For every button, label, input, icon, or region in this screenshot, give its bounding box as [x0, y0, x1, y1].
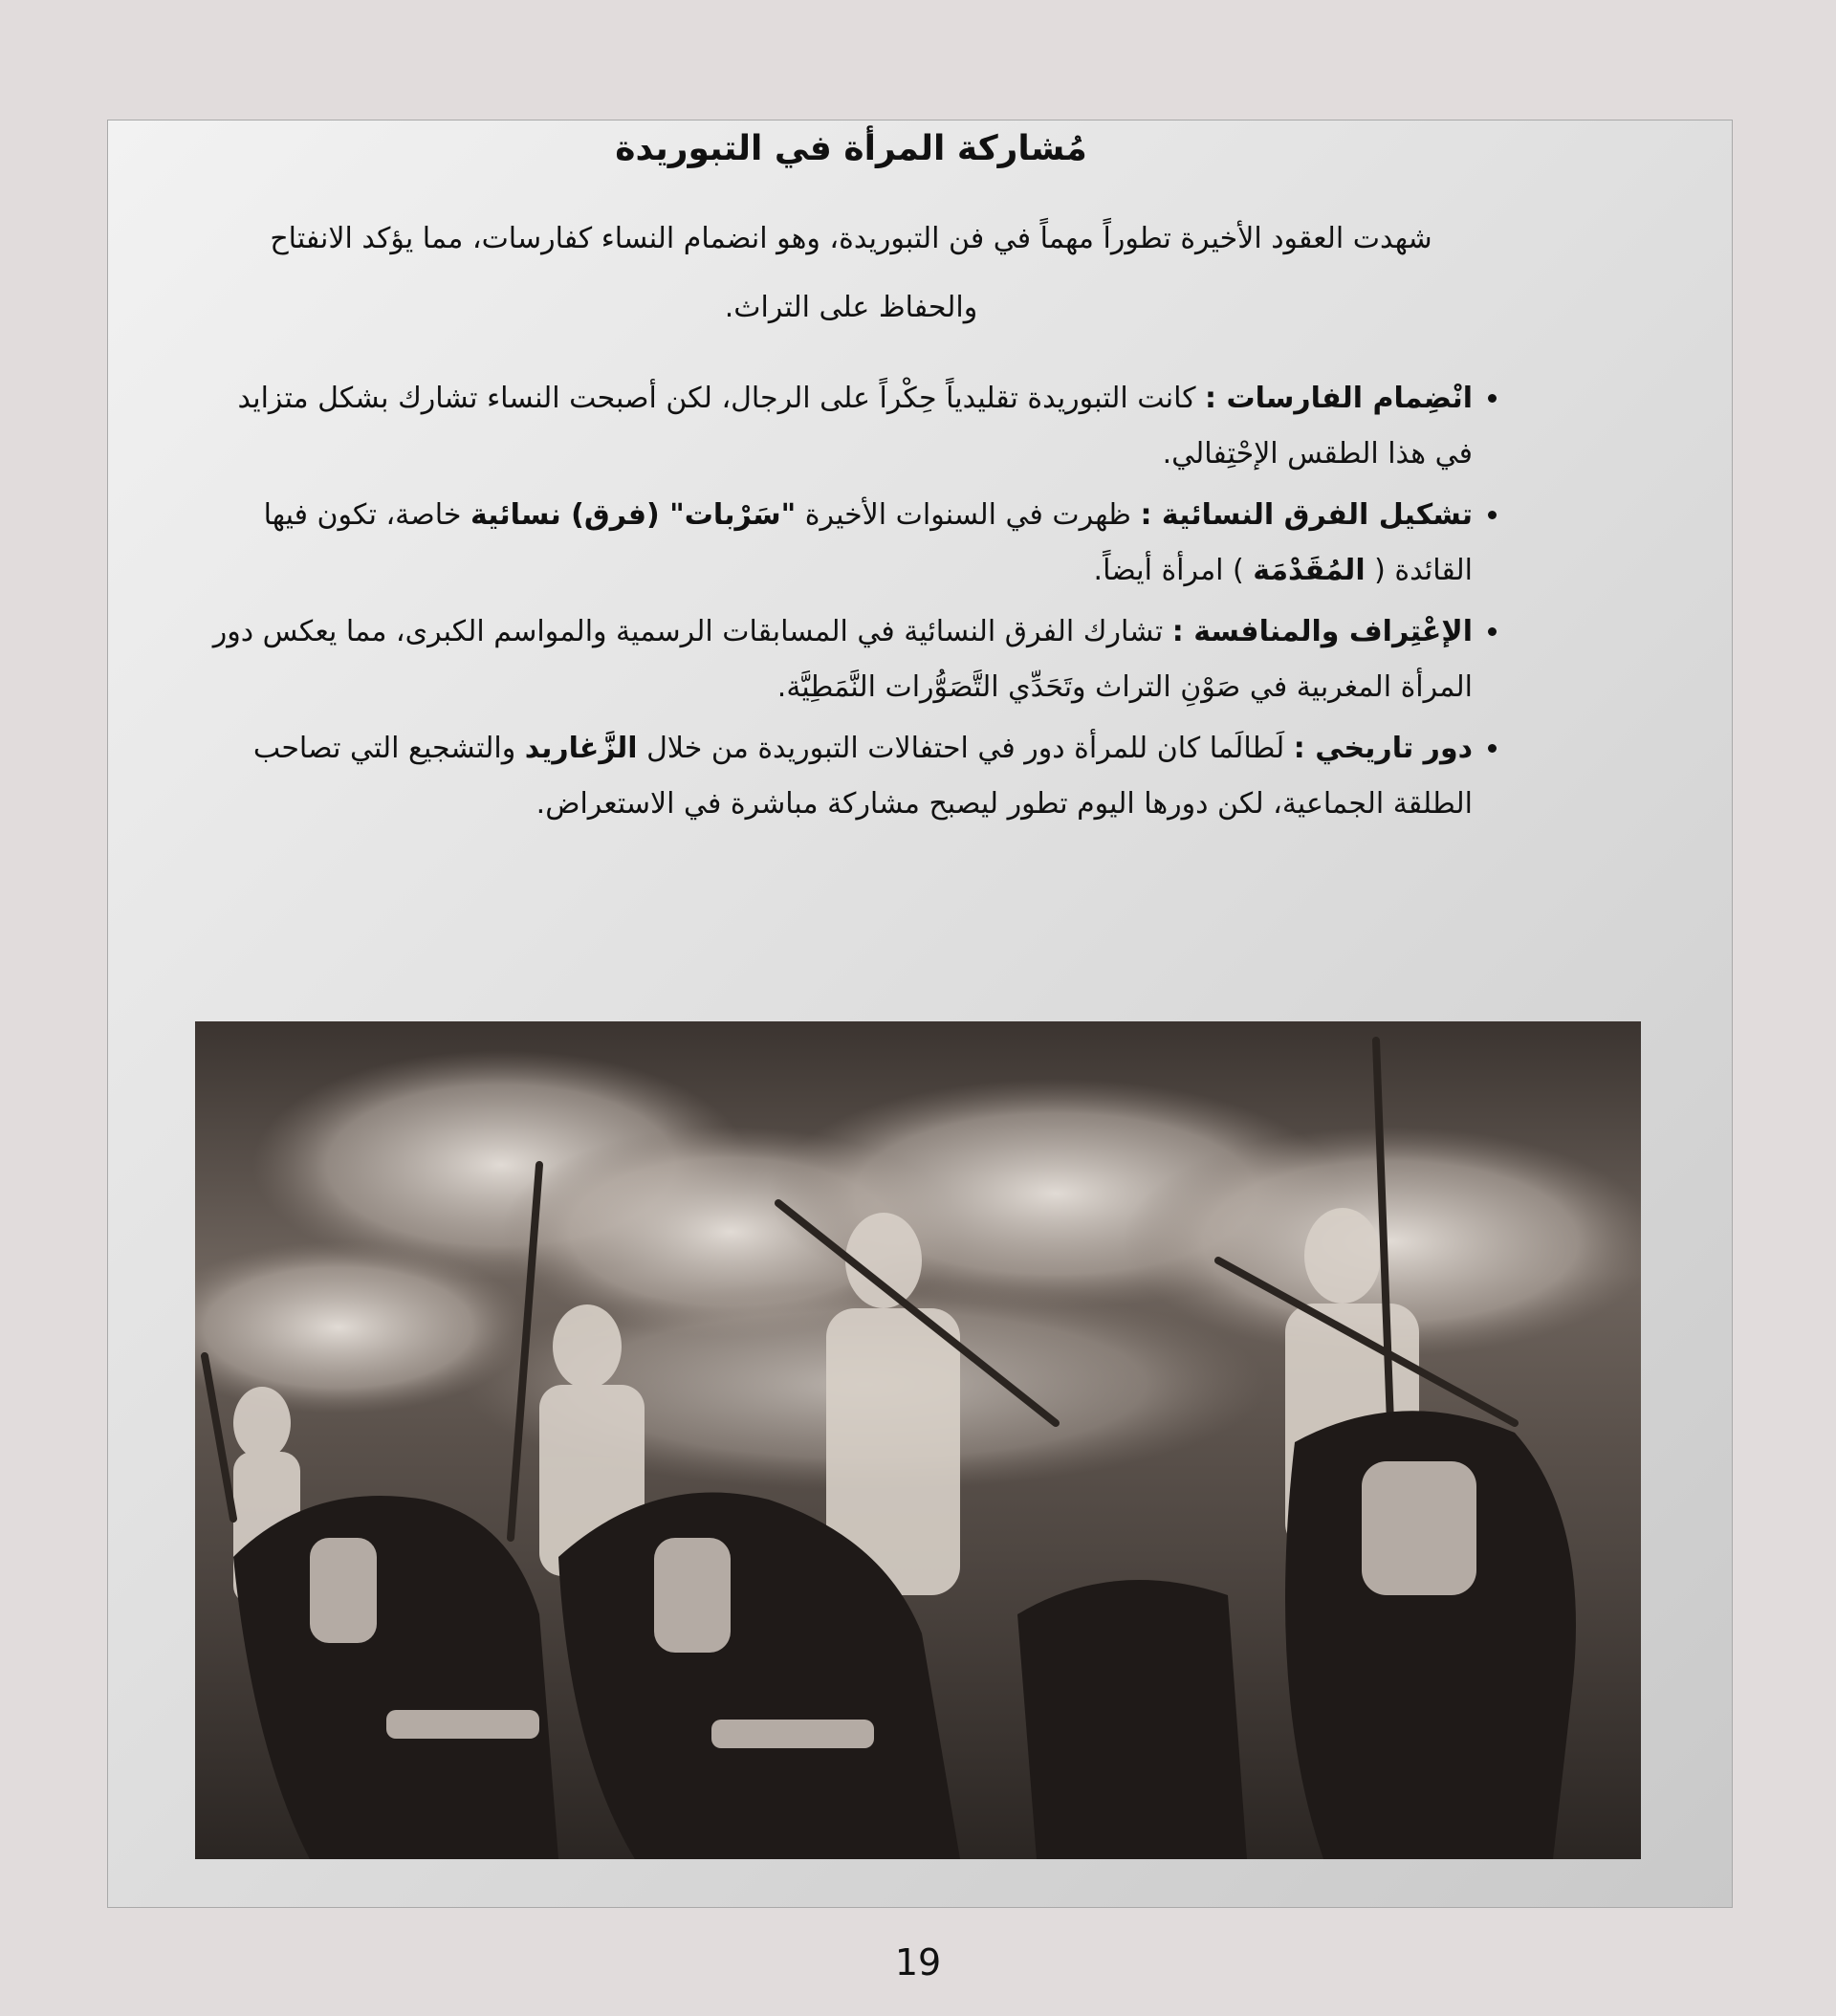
point-text: والتشجيع التي تصاحب الطلقة الجماعية، لكن دورها اليوم تطور ليصبح مشاركة مباشرة في الاستعراض.: [252, 732, 1473, 821]
point-term: دور تاريخي :: [1293, 732, 1473, 765]
point-text: خاصة، تكون فيها القائدة (: [263, 498, 1473, 587]
page-title: مُشاركة المرأة في التبوريدة: [615, 129, 1087, 168]
point-term: تشكيل الفرق النسائية :: [1140, 498, 1473, 532]
list-item: [191, 721, 1473, 832]
point-text: ) امرأة أيضاً.: [1093, 554, 1254, 587]
point-term: انْضِمام الفارسات :: [1205, 382, 1473, 415]
point-text: كانت التبوريدة تقليدياً حِكْراً على الرجال، لكن أصبحت النساء تشارك بشكل متزايد في هذا الطقس الإحْتِفالي.: [237, 382, 1473, 471]
point-text: ظهرت في السنوات الأخيرة: [796, 498, 1141, 532]
point-emphasis: المُقَدْمَة: [1253, 554, 1366, 587]
point-emphasis: الزَّغاريد: [524, 732, 638, 765]
point-term: الإعْتِراف والمنافسة :: [1171, 615, 1473, 648]
list-item: [191, 488, 1473, 599]
page-number: 19: [894, 1941, 942, 1983]
bullet-list: [191, 371, 1511, 832]
list-item: [191, 604, 1473, 715]
point-text: تشارك الفرق النسائية في المسابقات الرسمية والمواسم الكبرى، مما يعكس دور المرأة المغربية في صَوْنِ التراث وتَحَدِّي التَّصَوُّرات النَّمَطِيَّة.: [212, 615, 1473, 704]
point-text: لَطالَما كان للمرأة دور في احتفالات التبوريدة من خلال: [637, 732, 1294, 765]
point-emphasis: "سَرْبات" (فرق) نسائية: [470, 498, 797, 532]
list-item: [191, 371, 1473, 482]
intro-paragraph: شهدت العقود الأخيرة تطوراً مهماً في فن التبوريدة، وهو انضمام النساء كفارسات، مما يؤكد الانفتاح والحفاظ على التراث.: [270, 222, 1432, 324]
photo-illustration: [195, 1021, 1641, 1859]
article: [191, 122, 1511, 838]
horsewomen-photo: [195, 1021, 1641, 1859]
